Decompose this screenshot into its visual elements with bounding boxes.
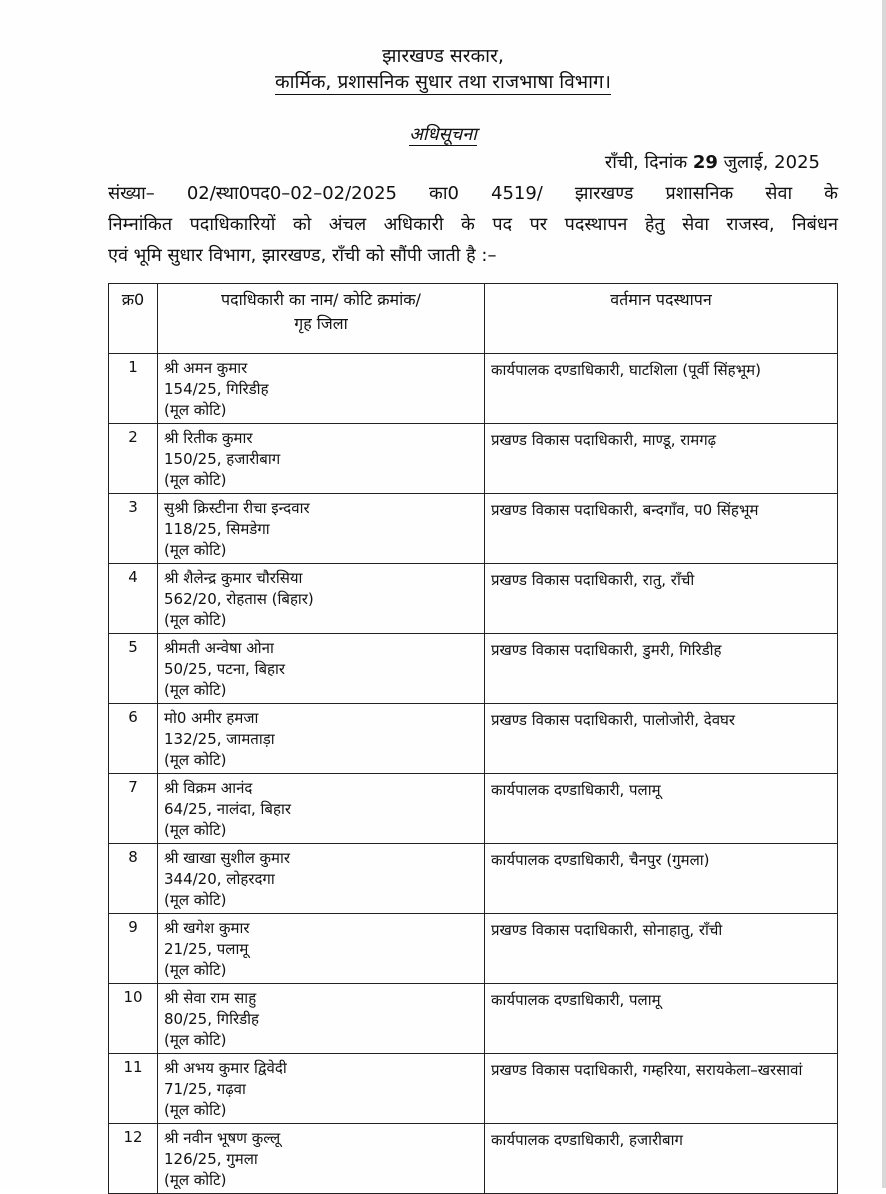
officer-name: मो0 अमीर हमजा [164,709,259,727]
row-officer [158,564,485,634]
row-officer [158,914,485,984]
officer-code-district: 562/20, रोहतास (बिहार) [164,590,314,608]
officer-name: श्री नवीन भूषण कुल्लू [164,1129,281,1147]
row-serial: 6 [109,704,158,774]
notice-paragraph-line-3: एवं भूमि सुधार विभाग, झारखण्ड, राँची को सौंपी जाती है :– [108,245,497,266]
officer-category: (मूल कोटि) [164,821,227,839]
header-officer [158,284,485,354]
table-row [109,984,838,1054]
row-posting: प्रखण्ड विकास पदाधिकारी, सोनाहातु, राँची [485,914,838,984]
table-row [109,494,838,564]
header-posting: वर्तमान पदस्थापन [485,284,838,354]
officer-name: श्रीमती अन्वेषा ओना [164,639,274,657]
officer-code-district: 64/25, नालंदा, बिहार [164,800,291,818]
notice-paragraph-line-1: संख्या– 02/स्था0पद0–02–02/2025 का0 4519/ झारखण्ड प्रशासनिक सेवा के [108,183,838,204]
officer-code-district: 344/20, लोहरदगा [164,870,275,888]
officer-category: (मूल कोटि) [164,541,227,559]
row-officer [158,354,485,424]
row-posting: प्रखण्ड विकास पदाधिकारी, डुमरी, गिरिडीह [485,634,838,704]
officer-code-district: 132/25, जामताड़ा [164,730,275,748]
row-posting: कार्यपालक दण्डाधिकारी, चैनपुर (गुमला) [485,844,838,914]
header-serial: क्र0 [109,284,158,354]
officer-code-district: 126/25, गुमला [164,1150,258,1168]
officer-code-district: 150/25, हजारीबाग [164,450,281,468]
row-officer [158,704,485,774]
officer-category: (मूल कोटि) [164,1031,227,1049]
row-serial: 1 [109,354,158,424]
table-row [109,564,838,634]
department-name-text: कार्मिक, प्रशासनिक सुधार तथा राजभाषा विभाग। [275,71,611,93]
row-serial: 2 [109,424,158,494]
row-posting: प्रखण्ड विकास पदाधिकारी, पालोजोरी, देवघर [485,704,838,774]
officer-category: (मूल कोटि) [164,471,227,489]
officer-name: श्री खगेश कुमार [164,919,250,937]
department-name [0,68,886,94]
row-officer [158,634,485,704]
officer-category: (मूल कोटि) [164,1101,227,1119]
date-prefix: राँची, दिनांक [604,152,693,173]
officer-category: (मूल कोटि) [164,751,227,769]
row-officer [158,424,485,494]
row-posting: प्रखण्ड विकास पदाधिकारी, बन्दगाँव, प0 सिंहभूम [485,494,838,564]
table-row [109,1054,838,1124]
officer-category: (मूल कोटि) [164,891,227,909]
row-serial: 7 [109,774,158,844]
row-serial: 11 [109,1054,158,1124]
table-header-row [109,284,838,354]
row-serial: 8 [109,844,158,914]
row-officer [158,494,485,564]
officer-category: (मूल कोटि) [164,401,227,419]
row-officer [158,774,485,844]
row-serial: 3 [109,494,158,564]
notice-title-text: अधिसूचना [409,124,477,145]
row-serial: 9 [109,914,158,984]
date-day: 29 [692,152,718,173]
officer-name: श्री रितीक कुमार [164,429,253,447]
officer-code-district: 71/25, गढ़वा [164,1080,246,1098]
row-officer [158,984,485,1054]
officer-category: (मूल कोटि) [164,611,227,629]
officer-name: श्री अमन कुमार [164,359,248,377]
officer-category: (मूल कोटि) [164,1171,227,1189]
officer-name: श्री सेवा राम साहु [164,989,257,1007]
row-posting: प्रखण्ड विकास पदाधिकारी, रातु, राँची [485,564,838,634]
row-posting: कार्यपालक दण्डाधिकारी, पलामू [485,774,838,844]
date-suffix: जुलाई, 2025 [717,152,820,173]
officer-name: सुश्री क्रिस्टीना रीचा इन्दवार [164,499,310,517]
officer-name: श्री खाखा सुशील कुमार [164,849,291,867]
row-officer [158,844,485,914]
header-officer-line-2: गृह जिला [294,314,348,333]
posting-table [108,283,838,1194]
table-row [109,354,838,424]
row-serial: 4 [109,564,158,634]
officer-code-district: 80/25, गिरिडीह [164,1010,259,1028]
officer-code-district: 118/25, सिमडेगा [164,520,270,538]
row-serial: 5 [109,634,158,704]
table-row [109,914,838,984]
table-row [109,634,838,704]
officer-code-district: 21/25, पलामू [164,940,249,958]
row-posting: कार्यपालक दण्डाधिकारी, घाटशिला (पूर्वी सिंहभूम) [485,354,838,424]
row-serial: 12 [109,1124,158,1194]
notice-title [0,122,886,146]
officer-name: श्री अभय कुमार द्विवेदी [164,1059,287,1077]
notice-paragraph-line-2: निम्नांकित पदाधिकारियों को अंचल अधिकारी के पद पर पदस्थापन हेतु सेवा राजस्व, निबंधन [108,214,838,235]
officer-category: (मूल कोटि) [164,961,227,979]
officer-name: श्री विक्रम आनंद [164,779,253,797]
table-row [109,704,838,774]
row-serial: 10 [109,984,158,1054]
row-officer [158,1054,485,1124]
table-row [109,844,838,914]
government-name: झारखण्ड सरकार, [382,45,504,67]
header-officer-line-1: पदाधिकारी का नाम/ कोटि क्रमांक/ [221,290,421,309]
page-edge [882,0,886,1188]
officer-category: (मूल कोटि) [164,681,227,699]
table-row [109,424,838,494]
dateline [605,150,820,174]
officer-code-district: 154/25, गिरिडीह [164,380,269,398]
row-posting: कार्यपालक दण्डाधिकारी, हजारीबाग [485,1124,838,1194]
row-posting: प्रखण्ड विकास पदाधिकारी, माण्डू, रामगढ़ [485,424,838,494]
table-row [109,1124,838,1194]
officer-name: श्री शैलेन्द्र कुमार चौरसिया [164,569,303,587]
row-posting: कार्यपालक दण्डाधिकारी, पलामू [485,984,838,1054]
row-posting: प्रखण्ड विकास पदाधिकारी, गम्हरिया, सरायकेला–खरसावां [485,1054,838,1124]
officer-code-district: 50/25, पटना, बिहार [164,660,286,678]
row-officer [158,1124,485,1194]
table-row [109,774,838,844]
